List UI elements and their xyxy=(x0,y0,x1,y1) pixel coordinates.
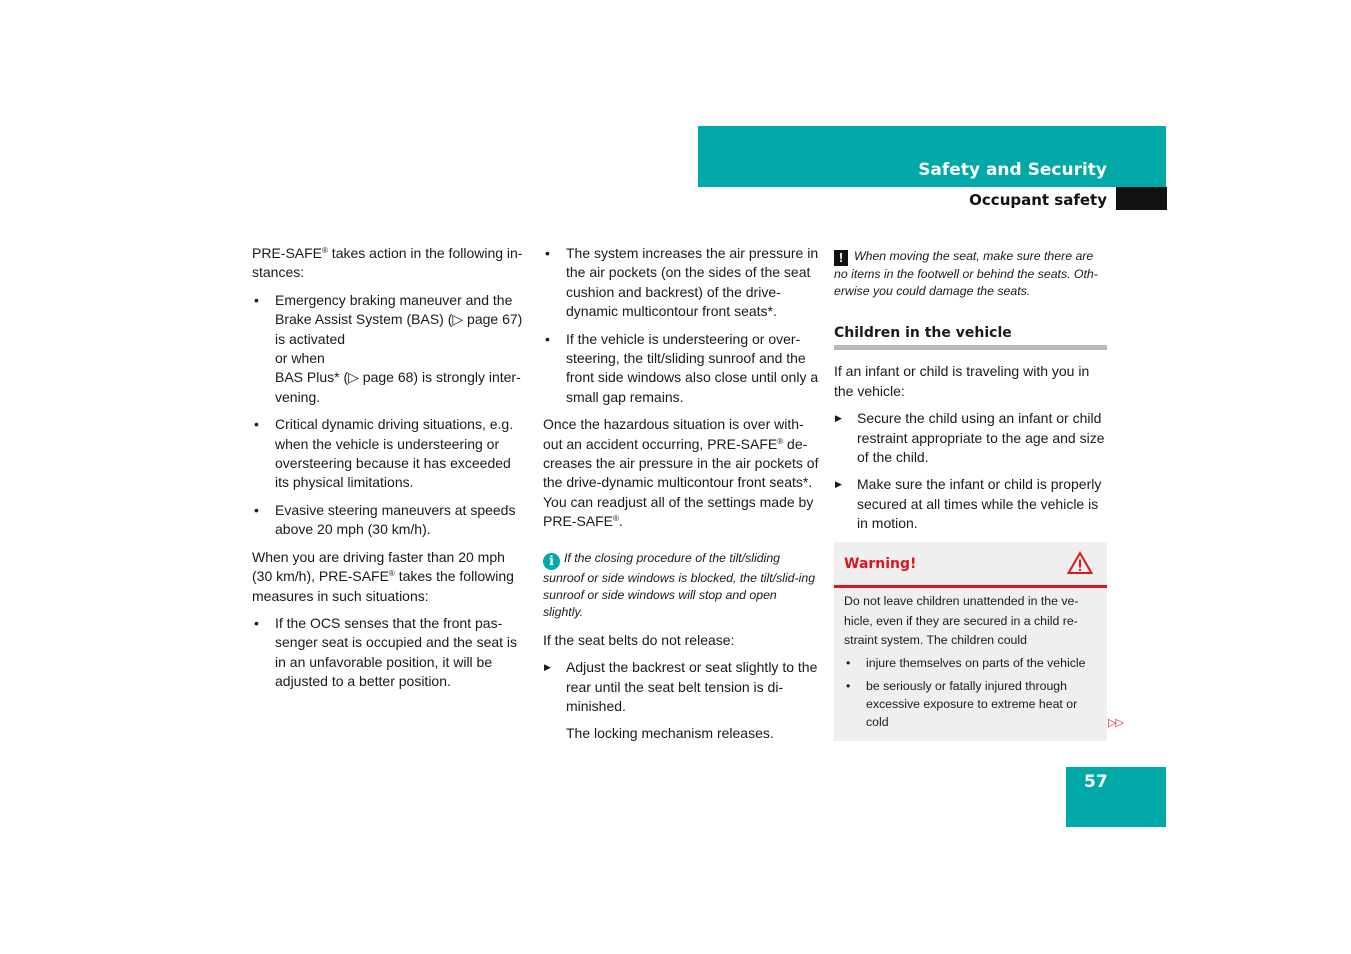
list-item: • Critical dynamic driving situations, e.g. when the vehicle is understeering or oversteering because it has exceeded its physical limitations. xyxy=(252,415,527,493)
list-item: • be seriously or fatally injured through excessive exposure to extreme heat or cold xyxy=(844,678,1097,731)
speed-paragraph: When you are driving faster than 20 mph (30 km/h), PRE-SAFE® takes the following measures in such situations: xyxy=(252,548,514,604)
warning-title: Warning! xyxy=(844,556,917,572)
children-steps xyxy=(834,409,1107,533)
measures-list xyxy=(252,614,527,692)
list-item: • Evasive steering maneuvers at speeds above 20 mph (30 km/h). xyxy=(252,501,527,540)
caution-note: ! When moving the seat, make sure there are no items in the footwell or behind the seats. Oth-erwise you could damage the seats. xyxy=(834,249,1098,298)
warning-triangle-icon xyxy=(1067,551,1093,575)
recovery-paragraph: Once the hazardous situation is over with-out an accident occurring, PRE-SAFE® de-creases the air pressure in the air pockets of the drive-dynamic multicontour front seats*. You can readjust all of the settings made by PRE-SAFE®. xyxy=(543,416,819,530)
column-middle xyxy=(543,244,819,752)
trigger-list xyxy=(252,291,527,540)
page-number: 57 xyxy=(1084,772,1108,792)
list-item: • If the OCS senses that the front pas-senger seat is occupied and the seat is in an unfavorable position, it will be adjusted to a better position. xyxy=(252,614,527,692)
chapter-marker-tab xyxy=(1116,187,1167,210)
belts-steps xyxy=(543,658,819,716)
step-result: The locking mechanism releases. xyxy=(566,725,774,742)
warning-body xyxy=(834,588,1107,732)
warning-box xyxy=(834,542,1107,741)
children-intro: If an infant or child is traveling with you in the vehicle: xyxy=(834,363,1090,399)
subsection-title: Occupant safety xyxy=(969,191,1107,209)
list-item: • If the vehicle is understeering or over-steering, the tilt/sliding sunroof and the front side windows also close until only a small gap remains. xyxy=(543,330,819,408)
continued-icon: ▷▷ xyxy=(1108,717,1123,729)
warning-header xyxy=(834,542,1107,588)
step-item: ▶ Make sure the infant or child is properly secured at all times while the vehicle is in motion. xyxy=(834,475,1107,533)
step-item: ▶ Adjust the backrest or seat slightly to the rear until the seat belt tension is di-minished. xyxy=(543,658,819,716)
warning-list xyxy=(844,655,1097,732)
intro-paragraph: PRE-SAFE® takes action in the following in-stances: xyxy=(252,245,523,281)
column-right xyxy=(834,244,1107,542)
exclamation-icon: ! xyxy=(834,250,848,266)
belts-intro: If the seat belts do not release: xyxy=(543,631,735,648)
section-title: Safety and Security xyxy=(918,160,1107,180)
list-item: • injure themselves on parts of the vehicle xyxy=(844,655,1097,673)
page-number-band xyxy=(1066,767,1166,827)
step-item: ▶ Secure the child using an infant or child restraint appropriate to the age and size of the child. xyxy=(834,409,1107,467)
children-heading: Children in the vehicle xyxy=(834,324,1107,350)
warning-text: Do not leave children unattended in the ve-hicle, even if they are secured in a child re-straint system. The children could xyxy=(844,594,1079,647)
measures-list-continued xyxy=(543,244,819,407)
list-item: • Emergency braking maneuver and the Brake Assist System (BAS) (▷ page 67) is activated or when BAS Plus* (▷ page 68) is strongly inter-vening. xyxy=(252,291,527,407)
info-icon: i xyxy=(543,553,560,570)
column-left xyxy=(252,244,527,700)
list-item: • The system increases the air pressure in the air pockets (on the sides of the seat cushion and backrest) of the drive-dynamic multicontour front seats*. xyxy=(543,244,819,322)
info-note: i If the closing procedure of the tilt/sliding sunroof or side windows is blocked, the tilt/slid-ing sunroof or side windows will stop and open slightly. xyxy=(543,550,816,619)
